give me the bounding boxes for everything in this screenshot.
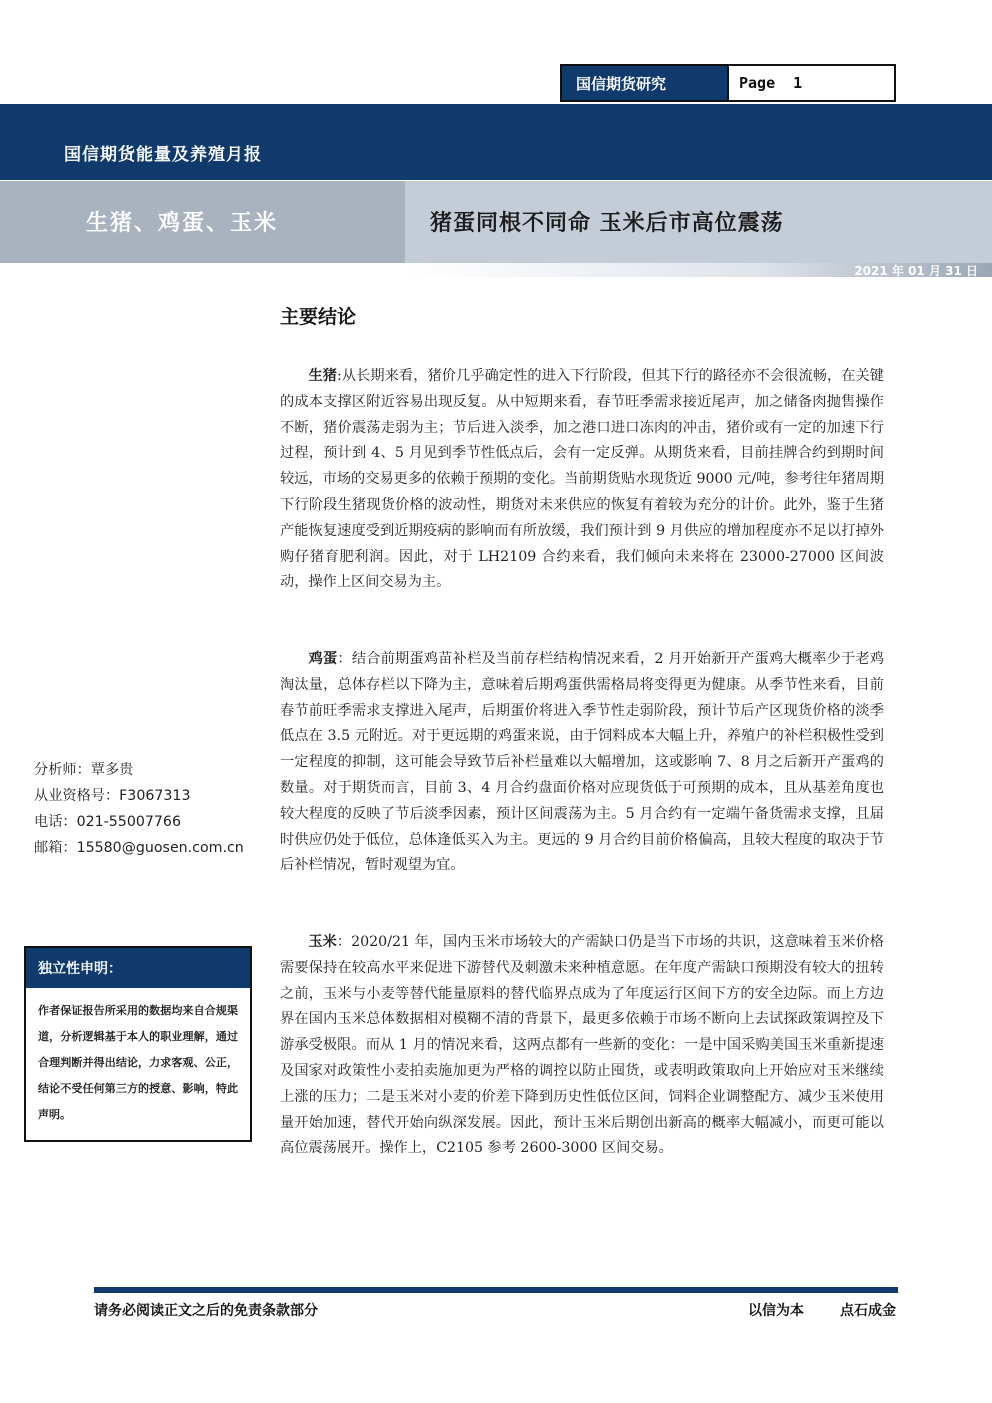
corn-lead: 玉米 [308, 934, 337, 950]
pig-lead: 生猪 [308, 368, 337, 384]
page-indicator [727, 66, 894, 100]
egg-text: ：结合前期蛋鸡苗补栏及当前存栏结构情况来看，2 月开始新开产蛋鸡大概率少于老鸡淘汰量，总体存栏以下降为主，意味着后期鸡蛋供需格局将变得更为健康。从季节性来看，目前春节前旺季需求支撑进入尾声，后期蛋价将进入季节性走弱阶段，预计节后产区现货价格的淡季低点在 3.5 元附近。对于更远期的鸡蛋来说，由于饲料成本大幅上升，养殖户的补栏积极性受到一定程度的抑制，这可能会导致节后补栏量难以大幅增加，这或影响 7、8 月之后新开产蛋鸡的数量。对于期货而言，目前 3、4 月合约盘面价格对应现货低于可预期的成本，且从基差角度也较大程度的反映了节后淡季因素，预计区间震荡为主。5 月合约有一定端午备货需求支撑，且届时供应仍处于低位，总体逢低买入为主。更远的 9 月合约目前价格偏高，且较大程度的取决于节后补栏情况，暂时观望为宜。 [280, 651, 884, 874]
page-header-box [560, 64, 896, 102]
independence-title: 独立性申明： [26, 948, 250, 988]
analyst-phone: 电话：021-55007766 [34, 814, 181, 830]
pig-paragraph [280, 364, 884, 596]
pig-text: :从长期来看，猪价几乎确定性的进入下行阶段，但其下行的路径亦不会很流畅，在关键的成本支撑区附近容易出现反复。从中短期来看，春节旺季需求接近尾声，加之储备肉抛售操作不断，猪价震荡走弱为主；节后进入淡季，加之港口进口冻肉的冲击，猪价或有一定的加速下行过程，预计到 4、5 月见到季节性低点后，会有一定反弹。从期货来看，目前挂牌合约到期时间较远，市场的交易更多的依赖于预期的变化。当前期货贴水现货近 9000 元/吨，参考往年猪周期下行阶段生猪现货价格的波动性，期货对未来供应的恢复有着较为充分的计价。此外，鉴于生猪产能恢复速度受到近期疫病的影响而有所放缓，我们预计到 9 月供应的增加程度亦不足以打掉外购仔猪育肥利润。因此，对于 LH2109 合约来看，我们倾向未来将在 23000-27000 区间波动，操作上区间交易为主。 [280, 368, 884, 591]
report-headline: 猪蛋同根不同命 玉米后市高位震荡 [430, 210, 784, 236]
analyst-license: 从业资格号：F3067313 [34, 788, 191, 804]
analyst-info [34, 757, 244, 861]
report-date: 2021 年 01 月 31 日 [854, 264, 978, 278]
footer-rule [94, 1287, 898, 1293]
brand-label: 国信期货研究 [562, 66, 727, 100]
independence-text: 作者保证报告所采用的数据均来自合规渠道，分析逻辑基于本人的职业理解，通过合理判断并得出结论，力求客观、公正，结论不受任何第三方的授意、影响，特此声明。 [38, 1004, 238, 1121]
section-title: 主要结论 [280, 306, 357, 328]
analyst-email: 邮箱：15580@guosen.com.cn [34, 840, 244, 856]
motto-2: 点石成金 [840, 1303, 896, 1319]
egg-paragraph [280, 647, 884, 879]
report-series-title: 国信期货能量及养殖月报 [64, 145, 262, 165]
page-number: 1 [793, 74, 803, 92]
motto-1: 以信为本 [748, 1303, 804, 1319]
disclaimer-note: 请务必阅读正文之后的免责条款部分 [94, 1303, 318, 1319]
analyst-name: 分析师：覃多贵 [34, 762, 134, 778]
corn-paragraph [280, 930, 884, 1162]
independence-box [24, 946, 252, 1142]
corn-text: ：2020/21 年，国内玉米市场较大的产需缺口仍是当下市场的共识，这意味着玉米价格需要保持在较高水平来促进下游替代及刺激未来种植意愿。在年度产需缺口预期没有较大的扭转之前，玉米与小麦等替代能量原料的替代临界点成为了年度运行区间下方的安全边际。而上方边界在国内玉米总体数据相对模糊不清的背景下，最更多依赖于市场不断向上去试探政策调控及下游承受极限。而从 1 月的情况来看，这两点都有一些新的变化：一是中国采购美国玉米重新提速及国家对政策性小麦拍卖施加更为严格的调控以防止囤货，或表明政策取向上开始应对玉米继续上涨的压力；二是玉米对小麦的价差下降到历史性低位区间，饲料企业调整配方、减少玉米使用量开始加速，替代开始向纵深发展。因此，预计玉米后期创出新高的概率大幅减小，而更可能以高位震荡展开。操作上，C2105 参考 2600-3000 区间交易。 [280, 934, 884, 1157]
company-motto [748, 1300, 896, 1320]
report-topic: 生猪、鸡蛋、玉米 [86, 210, 279, 236]
page-label: Page [739, 74, 776, 92]
egg-lead: 鸡蛋 [308, 651, 338, 667]
